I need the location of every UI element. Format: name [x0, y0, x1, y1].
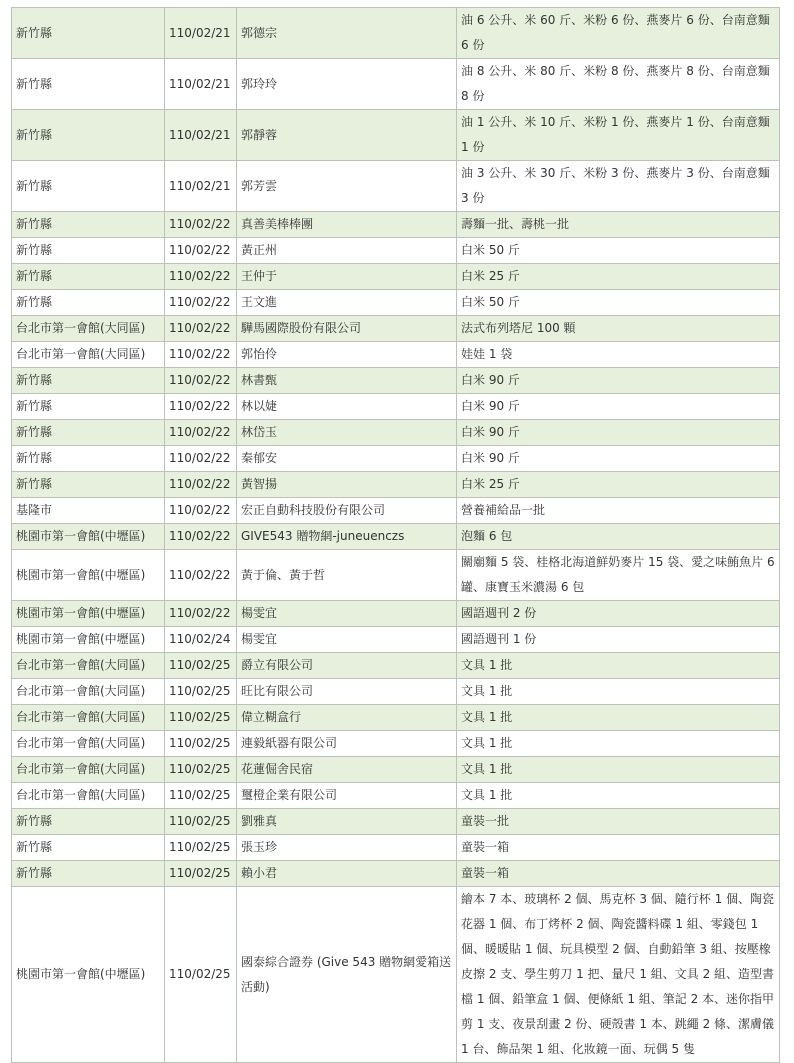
- donor-cell: GIVE543 贈物網-juneuenczs: [237, 524, 457, 550]
- date-cell: 110/02/25: [165, 809, 237, 835]
- table-row: [12, 59, 780, 110]
- table-row: [12, 550, 780, 601]
- items-cell: 泡麵 6 包: [457, 524, 780, 550]
- date-cell: 110/02/22: [165, 316, 237, 342]
- date-cell: 110/02/25: [165, 783, 237, 809]
- location-cell: 台北市第一會館(大同區): [12, 705, 165, 731]
- table-row: [12, 394, 780, 420]
- donor-cell: 璽橙企業有限公司: [237, 783, 457, 809]
- location-cell: 台北市第一會館(大同區): [12, 653, 165, 679]
- donor-cell: 黃智揚: [237, 472, 457, 498]
- table-row: [12, 264, 780, 290]
- table-row: [12, 679, 780, 705]
- table-row: [12, 290, 780, 316]
- donor-cell: 郭靜蓉: [237, 110, 457, 161]
- location-cell: 新竹縣: [12, 809, 165, 835]
- date-cell: 110/02/22: [165, 238, 237, 264]
- items-cell: 白米 90 斤: [457, 394, 780, 420]
- location-cell: 新竹縣: [12, 238, 165, 264]
- location-cell: 新竹縣: [12, 420, 165, 446]
- donor-cell: 林以婕: [237, 394, 457, 420]
- location-cell: 新竹縣: [12, 161, 165, 212]
- location-cell: 台北市第一會館(大同區): [12, 783, 165, 809]
- donor-cell: 張玉珍: [237, 835, 457, 861]
- donor-cell: 偉立糊盒行: [237, 705, 457, 731]
- date-cell: 110/02/25: [165, 679, 237, 705]
- items-cell: 油 1 公升、米 10 斤、米粉 1 份、燕麥片 1 份、台南意麵 1 份: [457, 110, 780, 161]
- location-cell: 新竹縣: [12, 212, 165, 238]
- location-cell: 桃園市第一會館(中壢區): [12, 887, 165, 1063]
- date-cell: 110/02/24: [165, 627, 237, 653]
- table-row: [12, 368, 780, 394]
- table-row: [12, 342, 780, 368]
- table-row: [12, 601, 780, 627]
- donor-cell: 連毅紙器有限公司: [237, 731, 457, 757]
- items-cell: 文具 1 批: [457, 679, 780, 705]
- location-cell: 基隆市: [12, 498, 165, 524]
- donor-cell: 楊雯宜: [237, 601, 457, 627]
- date-cell: 110/02/22: [165, 550, 237, 601]
- date-cell: 110/02/22: [165, 342, 237, 368]
- donor-cell: 林書甄: [237, 368, 457, 394]
- date-cell: 110/02/25: [165, 835, 237, 861]
- location-cell: 桃園市第一會館(中壢區): [12, 601, 165, 627]
- table-row: [12, 757, 780, 783]
- donor-cell: 郭德宗: [237, 8, 457, 59]
- items-cell: 白米 50 斤: [457, 238, 780, 264]
- donor-cell: 郭芳雲: [237, 161, 457, 212]
- location-cell: 台北市第一會館(大同區): [12, 757, 165, 783]
- items-cell: 文具 1 批: [457, 757, 780, 783]
- location-cell: 桃園市第一會館(中壢區): [12, 524, 165, 550]
- location-cell: 新竹縣: [12, 59, 165, 110]
- date-cell: 110/02/21: [165, 8, 237, 59]
- location-cell: 新竹縣: [12, 861, 165, 887]
- items-cell: 文具 1 批: [457, 705, 780, 731]
- location-cell: 台北市第一會館(大同區): [12, 316, 165, 342]
- donation-table-body: [12, 8, 780, 1063]
- date-cell: 110/02/25: [165, 861, 237, 887]
- date-cell: 110/02/25: [165, 653, 237, 679]
- date-cell: 110/02/22: [165, 264, 237, 290]
- items-cell: 白米 25 斤: [457, 472, 780, 498]
- table-row: [12, 238, 780, 264]
- location-cell: 台北市第一會館(大同區): [12, 731, 165, 757]
- donor-cell: 黃正州: [237, 238, 457, 264]
- items-cell: 白米 90 斤: [457, 420, 780, 446]
- table-row: [12, 627, 780, 653]
- table-row: [12, 783, 780, 809]
- donor-cell: 劉雅真: [237, 809, 457, 835]
- table-row: [12, 524, 780, 550]
- donor-cell: 宏正自動科技股份有限公司: [237, 498, 457, 524]
- items-cell: 關廟麵 5 袋、桂格北海道鮮奶麥片 15 袋、愛之味鮪魚片 6 罐、康寶玉米濃湯 6 包: [457, 550, 780, 601]
- items-cell: 壽麵一批、壽桃一批: [457, 212, 780, 238]
- table-row: [12, 653, 780, 679]
- items-cell: 油 6 公升、米 60 斤、米粉 6 份、燕麥片 6 份、台南意麵 6 份: [457, 8, 780, 59]
- items-cell: 童裝一批: [457, 809, 780, 835]
- location-cell: 桃園市第一會館(中壢區): [12, 627, 165, 653]
- date-cell: 110/02/21: [165, 110, 237, 161]
- items-cell: 國語週刊 1 份: [457, 627, 780, 653]
- table-row: [12, 420, 780, 446]
- items-cell: 白米 50 斤: [457, 290, 780, 316]
- donor-cell: 郭玲玲: [237, 59, 457, 110]
- items-cell: 童裝一箱: [457, 835, 780, 861]
- location-cell: 新竹縣: [12, 8, 165, 59]
- date-cell: 110/02/22: [165, 290, 237, 316]
- date-cell: 110/02/22: [165, 472, 237, 498]
- donor-cell: 真善美棒棒團: [237, 212, 457, 238]
- table-row: [12, 446, 780, 472]
- items-cell: 白米 90 斤: [457, 446, 780, 472]
- location-cell: 新竹縣: [12, 264, 165, 290]
- table-row: [12, 498, 780, 524]
- items-cell: 白米 90 斤: [457, 368, 780, 394]
- items-cell: 油 3 公升、米 30 斤、米粉 3 份、燕麥片 3 份、台南意麵 3 份: [457, 161, 780, 212]
- table-row: [12, 731, 780, 757]
- donor-cell: 王仲于: [237, 264, 457, 290]
- date-cell: 110/02/21: [165, 59, 237, 110]
- date-cell: 110/02/25: [165, 731, 237, 757]
- donor-cell: 花蓮倔舍民宿: [237, 757, 457, 783]
- location-cell: 新竹縣: [12, 394, 165, 420]
- location-cell: 台北市第一會館(大同區): [12, 679, 165, 705]
- location-cell: 台北市第一會館(大同區): [12, 342, 165, 368]
- items-cell: 營養補給品一批: [457, 498, 780, 524]
- items-cell: 繪本 7 本、玻璃杯 2 個、馬克杯 3 個、隨行杯 1 個、陶瓷花器 1 個、布丁烤杯 2 個、陶瓷醬料碟 1 組、零錢包 1 個、暖暖貼 1 個、玩具模型 2 個、自動鉛筆 3 組、按壓橡皮擦 2 支、學生剪刀 1 把、量尺 1 組、文具 2 組、造型書檔 1 個、鉛筆盒 1 個、便條紙 1 組、筆記 2 本、迷你指甲剪 1 支、夜景刮畫 2 份、硬殼書 1 本、跳繩 2 條、潔膚儀 1 台、飾品架 1 組、化妝鏡一面、玩偶 5 隻: [457, 887, 780, 1063]
- items-cell: 童裝一箱: [457, 861, 780, 887]
- date-cell: 110/02/22: [165, 498, 237, 524]
- donor-cell: 賴小君: [237, 861, 457, 887]
- items-cell: 娃娃 1 袋: [457, 342, 780, 368]
- table-row: [12, 835, 780, 861]
- table-row: [12, 887, 780, 1063]
- location-cell: 桃園市第一會館(中壢區): [12, 550, 165, 601]
- items-cell: 法式布列塔尼 100 顆: [457, 316, 780, 342]
- items-cell: 文具 1 批: [457, 653, 780, 679]
- table-row: [12, 212, 780, 238]
- table-row: [12, 861, 780, 887]
- table-row: [12, 472, 780, 498]
- donor-cell: 郭怡伶: [237, 342, 457, 368]
- date-cell: 110/02/22: [165, 601, 237, 627]
- table-row: [12, 809, 780, 835]
- donor-cell: 旺比有限公司: [237, 679, 457, 705]
- items-cell: 國語週刊 2 份: [457, 601, 780, 627]
- items-cell: 文具 1 批: [457, 731, 780, 757]
- donation-table: [11, 7, 780, 1063]
- location-cell: 新竹縣: [12, 835, 165, 861]
- donor-cell: 國泰綜合證券 (Give 543 贈物網愛箱送活動): [237, 887, 457, 1063]
- table-row: [12, 8, 780, 59]
- date-cell: 110/02/25: [165, 887, 237, 1063]
- donor-cell: 王文進: [237, 290, 457, 316]
- donor-cell: 爵立有限公司: [237, 653, 457, 679]
- table-row: [12, 110, 780, 161]
- donor-cell: 驊馬國際股份有限公司: [237, 316, 457, 342]
- date-cell: 110/02/22: [165, 524, 237, 550]
- date-cell: 110/02/22: [165, 212, 237, 238]
- date-cell: 110/02/22: [165, 368, 237, 394]
- table-row: [12, 316, 780, 342]
- donor-cell: 楊雯宜: [237, 627, 457, 653]
- location-cell: 新竹縣: [12, 446, 165, 472]
- items-cell: 油 8 公升、米 80 斤、米粉 8 份、燕麥片 8 份、台南意麵 8 份: [457, 59, 780, 110]
- table-row: [12, 705, 780, 731]
- items-cell: 白米 25 斤: [457, 264, 780, 290]
- date-cell: 110/02/22: [165, 394, 237, 420]
- donor-cell: 秦郁安: [237, 446, 457, 472]
- location-cell: 新竹縣: [12, 368, 165, 394]
- location-cell: 新竹縣: [12, 472, 165, 498]
- date-cell: 110/02/22: [165, 446, 237, 472]
- location-cell: 新竹縣: [12, 290, 165, 316]
- date-cell: 110/02/25: [165, 757, 237, 783]
- donor-cell: 林岱玉: [237, 420, 457, 446]
- location-cell: 新竹縣: [12, 110, 165, 161]
- table-row: [12, 161, 780, 212]
- donor-cell: 黃于倫、黃于哲: [237, 550, 457, 601]
- date-cell: 110/02/21: [165, 161, 237, 212]
- date-cell: 110/02/25: [165, 705, 237, 731]
- items-cell: 文具 1 批: [457, 783, 780, 809]
- date-cell: 110/02/22: [165, 420, 237, 446]
